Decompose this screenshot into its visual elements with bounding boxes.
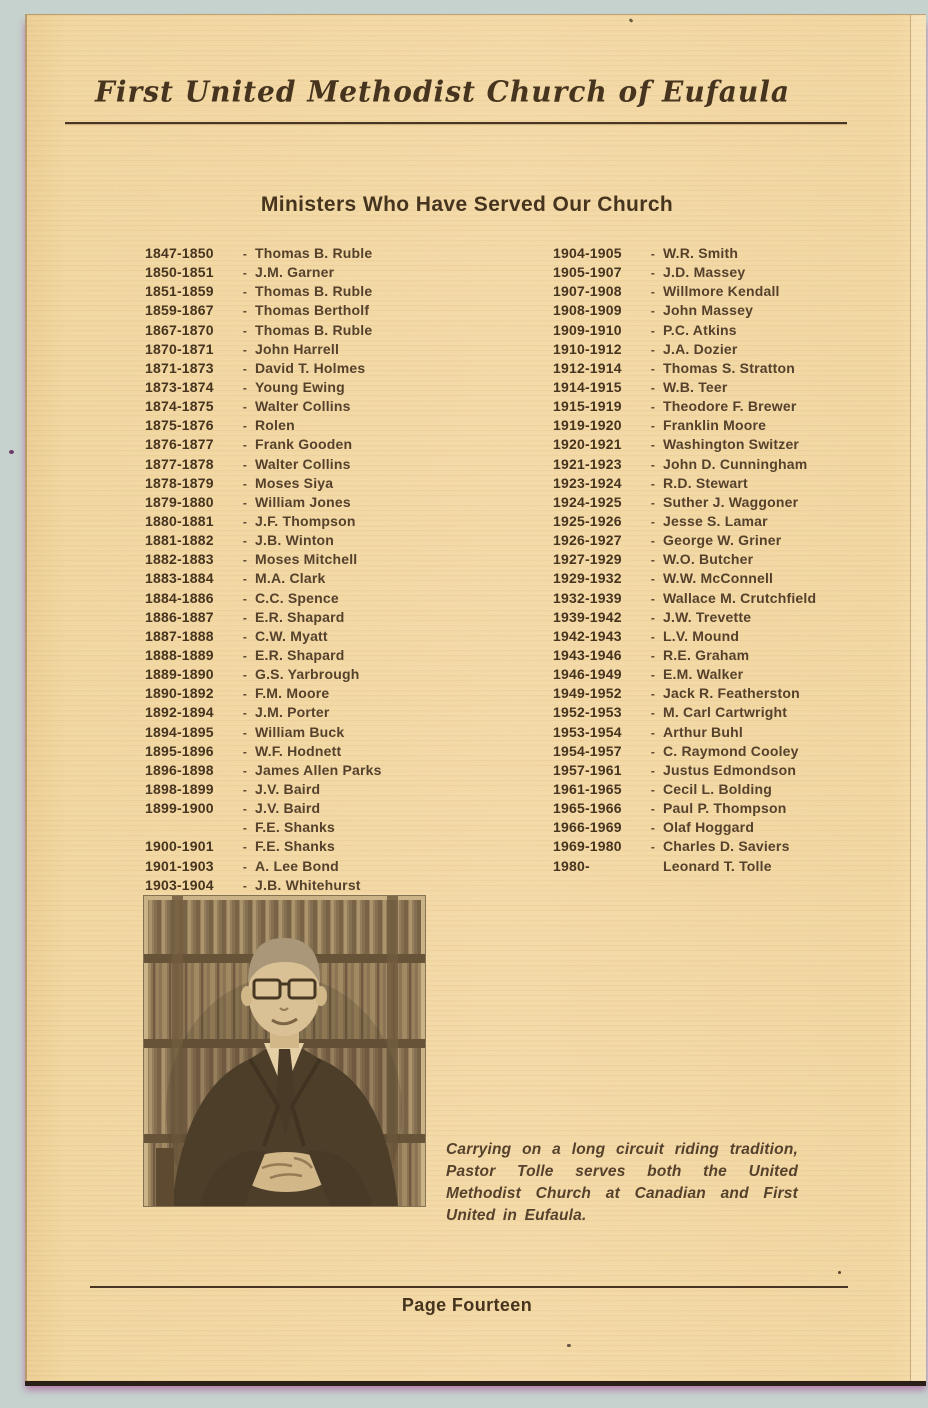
minister-name: Frank Gooden: [255, 436, 353, 453]
minister-years: 1880-1881: [145, 512, 214, 529]
minister-years: 1908-1909: [553, 302, 622, 319]
minister-row: [145, 550, 475, 569]
minister-name: Olaf Hoggard: [663, 819, 755, 836]
minister-years: 1850-1851: [145, 264, 214, 281]
minister-name: Franklin Moore: [663, 417, 767, 434]
minister-years: 1898-1899: [145, 780, 214, 797]
minister-years: 1920-1921: [553, 436, 622, 453]
minister-separator: -: [242, 342, 248, 357]
minister-separator: -: [650, 725, 656, 740]
minister-row: [145, 799, 475, 818]
minister-name: Jesse S. Lamar: [663, 512, 768, 529]
minister-years: 1949-1952: [553, 685, 622, 702]
minister-row: [145, 493, 475, 512]
minister-row: [553, 703, 893, 722]
minister-separator: -: [650, 285, 656, 300]
minister-years: 1888-1889: [145, 646, 214, 663]
minister-separator: -: [242, 629, 248, 644]
minister-name: J.D. Massey: [663, 264, 746, 281]
minister-row: [553, 665, 893, 684]
minister-years: 1905-1907: [553, 264, 622, 281]
minister-name: P.C. Atkins: [663, 321, 737, 338]
minister-separator: -: [242, 514, 248, 529]
minister-years: 1965-1966: [553, 800, 622, 817]
minister-name: Jack R. Featherston: [663, 685, 800, 702]
minister-years: 1943-1946: [553, 646, 622, 663]
minister-years: 1892-1894: [145, 704, 214, 721]
minister-name: John Massey: [663, 302, 754, 319]
minister-years: 1909-1910: [553, 321, 622, 338]
minister-years: 1859-1867: [145, 302, 214, 319]
minister-row: [553, 244, 893, 263]
minister-name: Paul P. Thompson: [663, 800, 787, 817]
minister-years: 1954-1957: [553, 742, 622, 759]
minister-row: [553, 780, 893, 799]
minister-name: David T. Holmes: [255, 359, 366, 376]
minister-years: 1932-1939: [553, 589, 622, 606]
minister-separator: -: [650, 534, 656, 549]
minister-name: Thomas B. Ruble: [255, 245, 373, 261]
minister-row: [145, 627, 475, 646]
minister-name: Charles D. Saviers: [663, 838, 790, 855]
footer-rule: [90, 1286, 848, 1288]
minister-years: 1966-1969: [553, 819, 622, 836]
minister-years: 1929-1932: [553, 570, 622, 587]
minister-separator: -: [242, 361, 248, 376]
minister-years: 1851-1859: [145, 283, 214, 300]
minister-row: [553, 742, 893, 761]
minister-separator: -: [650, 247, 656, 261]
minister-name: C.C. Spence: [255, 589, 339, 606]
minister-name: Walter Collins: [255, 398, 351, 415]
minister-row: [553, 263, 893, 282]
minister-row: [553, 359, 893, 378]
minister-name: Suther J. Waggoner: [663, 493, 799, 510]
minister-years: 1879-1880: [145, 493, 214, 510]
minister-row: [145, 569, 475, 588]
minister-name: E.R. Shapard: [255, 646, 345, 663]
minister-years: 1887-1888: [145, 627, 214, 644]
minister-separator: -: [650, 342, 656, 357]
minister-row: [553, 474, 893, 493]
minister-separator: -: [242, 859, 248, 874]
minister-name: F.E. Shanks: [255, 819, 336, 836]
minister-row: [553, 569, 893, 588]
minister-years: 1946-1949: [553, 666, 622, 683]
minister-name: Rolen: [255, 417, 295, 434]
minister-row: [553, 608, 893, 627]
minister-row: [553, 455, 893, 474]
minister-separator: -: [650, 476, 656, 491]
minister-name: Wallace M. Crutchfield: [663, 589, 817, 606]
minister-row: [145, 684, 475, 703]
minister-row: [145, 780, 475, 799]
document-page: [25, 14, 926, 1381]
minister-row: [553, 837, 893, 856]
minister-years: 1847-1850: [145, 245, 214, 261]
minister-name: J.V. Baird: [255, 780, 321, 797]
minister-name: John Harrell: [255, 340, 340, 357]
minister-name: J.A. Dozier: [663, 340, 738, 357]
minister-separator: -: [650, 438, 656, 453]
minister-separator: -: [242, 591, 248, 606]
minister-name: William Buck: [255, 723, 345, 740]
minister-name: G.S. Yarbrough: [255, 666, 360, 683]
minister-name: J.F. Thompson: [255, 512, 356, 529]
minister-name: W.F. Hodnett: [255, 742, 342, 759]
minister-years: 1921-1923: [553, 455, 622, 472]
minister-separator: -: [650, 266, 656, 281]
minister-years: 1919-1920: [553, 417, 622, 434]
minister-years: 1881-1882: [145, 532, 214, 549]
minister-row: [145, 703, 475, 722]
minister-name: Thomas B. Ruble: [255, 321, 373, 338]
minister-separator: -: [242, 380, 248, 395]
minister-separator: -: [650, 419, 656, 434]
minister-years: 1882-1883: [145, 551, 214, 568]
minister-years: 1926-1927: [553, 532, 622, 549]
minister-years: 1867-1870: [145, 321, 214, 338]
minister-name: Moses Siya: [255, 474, 334, 491]
minister-separator: -: [650, 706, 656, 721]
minister-years: 1903-1904: [145, 876, 214, 893]
minister-row: [553, 378, 893, 397]
minister-separator: -: [650, 840, 656, 855]
minister-separator: -: [242, 610, 248, 625]
minister-years: 1875-1876: [145, 417, 214, 434]
minister-separator: -: [650, 687, 656, 702]
minister-years: 1884-1886: [145, 589, 214, 606]
minister-separator: -: [650, 457, 656, 472]
minister-row: [145, 378, 475, 397]
minister-years: 1910-1912: [553, 340, 622, 357]
minister-row: [145, 589, 475, 608]
minister-years: 1896-1898: [145, 761, 214, 778]
minister-row: [553, 857, 893, 876]
minister-row: [553, 818, 893, 837]
minister-name: C. Raymond Cooley: [663, 742, 799, 759]
minister-name: J.V. Baird: [255, 800, 321, 817]
minister-name: M.A. Clark: [255, 570, 326, 587]
minister-years: 1912-1914: [553, 359, 622, 376]
minister-years: 1886-1887: [145, 608, 214, 625]
minister-separator: -: [650, 610, 656, 625]
minister-years: 1899-1900: [145, 800, 214, 817]
minister-name: J.M. Garner: [255, 264, 335, 281]
minister-separator: -: [650, 744, 656, 759]
minister-name: F.E. Shanks: [255, 838, 336, 855]
minister-separator: -: [650, 361, 656, 376]
minister-years: 1877-1878: [145, 455, 214, 472]
minister-separator: -: [242, 687, 248, 702]
minister-name: W.O. Butcher: [663, 551, 754, 568]
minister-years: 1923-1924: [553, 474, 622, 491]
minister-years: 1924-1925: [553, 493, 622, 510]
minister-row: [145, 876, 475, 895]
minister-row: [553, 397, 893, 416]
minister-separator: -: [242, 648, 248, 663]
minister-row: [553, 589, 893, 608]
minister-name: J.B. Winton: [255, 532, 335, 549]
minister-row: [553, 799, 893, 818]
minister-name: Young Ewing: [255, 378, 345, 395]
page-fold-line: [910, 15, 911, 1381]
photo-caption: Carrying on a long circuit riding tradition, Pastor Tolle serves both the United Methodist Church at Canadian and First United in Eufaula.: [446, 1141, 798, 1224]
minister-years: 1878-1879: [145, 474, 214, 491]
minister-separator: -: [242, 744, 248, 759]
minister-name: E.R. Shapard: [255, 608, 345, 625]
minister-years: 1904-1905: [553, 245, 622, 261]
minister-separator: -: [650, 648, 656, 663]
minister-name: W.W. McConnell: [663, 570, 774, 587]
minister-separator: -: [242, 476, 248, 491]
minister-years: 1927-1929: [553, 551, 622, 568]
minister-years: 1894-1895: [145, 723, 214, 740]
minister-separator: -: [242, 285, 248, 300]
minister-years: 1873-1874: [145, 378, 214, 395]
minister-row: [145, 244, 475, 263]
minister-name: Willmore Kendall: [663, 283, 780, 300]
page-fold-strip: [911, 15, 926, 1381]
minister-separator: -: [650, 323, 656, 338]
minister-row: [145, 416, 475, 435]
minister-name: E.M. Walker: [663, 666, 744, 683]
minister-separator: -: [650, 495, 656, 510]
minister-years: 1874-1875: [145, 398, 214, 415]
minister-separator: -: [650, 572, 656, 587]
minister-name: J.W. Trevette: [663, 608, 752, 625]
minister-separator: -: [242, 821, 248, 836]
minister-row: [553, 627, 893, 646]
minister-separator: -: [242, 782, 248, 797]
minister-separator: -: [242, 763, 248, 778]
minister-row: [145, 818, 475, 837]
minister-separator: -: [242, 266, 248, 281]
minister-name: Arthur Buhl: [663, 723, 743, 740]
minister-years: 1883-1884: [145, 570, 214, 587]
minister-years: 1969-1980: [553, 838, 622, 855]
minister-row: [145, 665, 475, 684]
minister-row: [145, 397, 475, 416]
minister-row: [553, 416, 893, 435]
minister-row: [553, 301, 893, 320]
minister-name: Justus Edmondson: [663, 761, 797, 778]
minister-row: [145, 837, 475, 856]
minister-name: M. Carl Cartwright: [663, 704, 788, 721]
minister-row: [553, 723, 893, 742]
minister-row: [145, 646, 475, 665]
minister-name: William Jones: [255, 493, 351, 510]
minister-row: [553, 493, 893, 512]
minister-years: 1870-1871: [145, 340, 214, 357]
minister-name: J.B. Whitehurst: [255, 876, 361, 893]
minister-separator: -: [242, 668, 248, 683]
scan-speck: [567, 1344, 571, 1347]
minister-row: [145, 301, 475, 320]
minister-separator: -: [650, 380, 656, 395]
minister-separator: -: [650, 553, 656, 568]
ministers-column-right: [553, 244, 893, 876]
minister-years: 1980-: [553, 857, 590, 874]
minister-separator: -: [650, 763, 656, 778]
ministers-column-left: [145, 244, 475, 895]
scan-speck: [838, 1271, 841, 1274]
minister-separator: -: [242, 495, 248, 510]
minister-row: [145, 282, 475, 301]
minister-separator: -: [242, 419, 248, 434]
minister-name: Washington Switzer: [663, 436, 800, 453]
minister-row: [553, 646, 893, 665]
minister-separator: -: [242, 840, 248, 855]
minister-row: [145, 435, 475, 454]
minister-separator: -: [650, 821, 656, 836]
minister-years: 1901-1903: [145, 857, 214, 874]
minister-name: F.M. Moore: [255, 685, 330, 702]
minister-name: Walter Collins: [255, 455, 351, 472]
minister-row: [145, 321, 475, 340]
minister-separator: -: [242, 572, 248, 587]
minister-name: A. Lee Bond: [255, 857, 339, 874]
minister-years: 1876-1877: [145, 436, 214, 453]
minister-separator: -: [242, 323, 248, 338]
minister-row: [145, 359, 475, 378]
minister-row: [553, 550, 893, 569]
minister-separator: -: [242, 706, 248, 721]
minister-name: John D. Cunningham: [663, 455, 808, 472]
minister-row: [553, 684, 893, 703]
minister-name: R.D. Stewart: [663, 474, 748, 491]
minister-row: [145, 474, 475, 493]
minister-years: 1890-1892: [145, 685, 214, 702]
pastor-portrait-illustration: [144, 896, 425, 1206]
scan-speck: [9, 450, 14, 454]
page-title: Ministers Who Have Served Our Church: [260, 193, 674, 216]
minister-name: Thomas S. Stratton: [663, 359, 795, 376]
minister-separator: -: [650, 629, 656, 644]
minister-years: 1871-1873: [145, 359, 214, 376]
minister-years: 1895-1896: [145, 742, 214, 759]
minister-row: [145, 263, 475, 282]
minister-name: Theodore F. Brewer: [663, 398, 797, 415]
minister-row: [145, 608, 475, 627]
minister-years: 1957-1961: [553, 761, 622, 778]
minister-years: 1907-1908: [553, 283, 622, 300]
minister-row: [145, 455, 475, 474]
minister-separator: -: [242, 304, 248, 319]
minister-years: 1961-1965: [553, 780, 622, 797]
minister-separator: -: [650, 514, 656, 529]
minister-name: George W. Griner: [663, 532, 782, 549]
minister-name: Thomas B. Ruble: [255, 283, 373, 300]
minister-separator: -: [650, 591, 656, 606]
minister-row: [553, 761, 893, 780]
minister-row: [553, 512, 893, 531]
minister-row: [145, 531, 475, 550]
minister-name: Moses Mitchell: [255, 551, 358, 568]
minister-name: W.R. Smith: [663, 245, 739, 261]
minister-separator: -: [242, 400, 248, 415]
minister-row: [553, 531, 893, 550]
minister-separator: -: [650, 400, 656, 415]
minister-row: [553, 282, 893, 301]
minister-years: 1952-1953: [553, 704, 622, 721]
minister-row: [145, 723, 475, 742]
minister-name: Cecil L. Bolding: [663, 780, 772, 797]
minister-separator: -: [242, 534, 248, 549]
church-name-header: First United Methodist Church of Eufaula: [95, 74, 791, 109]
minister-name: J.M. Porter: [255, 704, 330, 721]
minister-row: [553, 321, 893, 340]
minister-separator: -: [242, 457, 248, 472]
minister-row: [145, 512, 475, 531]
minister-row: [145, 340, 475, 359]
minister-years: 1953-1954: [553, 723, 622, 740]
minister-separator: -: [650, 802, 656, 817]
minister-years: 1915-1919: [553, 398, 622, 415]
minister-separator: -: [242, 553, 248, 568]
minister-row: [145, 742, 475, 761]
minister-name: C.W. Myatt: [255, 627, 328, 644]
minister-row: [553, 435, 893, 454]
minister-row: [145, 857, 475, 876]
minister-separator: -: [242, 802, 248, 817]
minister-name: James Allen Parks: [255, 761, 382, 778]
minister-years: 1889-1890: [145, 666, 214, 683]
minister-name: L.V. Mound: [663, 627, 740, 644]
minister-separator: -: [242, 725, 248, 740]
minister-separator: -: [242, 247, 248, 261]
minister-name: W.B. Teer: [663, 378, 728, 395]
minister-years: 1914-1915: [553, 378, 622, 395]
minister-name: R.E. Graham: [663, 646, 750, 663]
page-number-label: Page Fourteen: [401, 1295, 533, 1315]
minister-years: 1925-1926: [553, 512, 622, 529]
minister-years: 1939-1942: [553, 608, 622, 625]
minister-separator: -: [650, 304, 656, 319]
minister-name: Leonard T. Tolle: [663, 857, 772, 874]
minister-separator: -: [650, 782, 656, 797]
minister-years: 1942-1943: [553, 627, 622, 644]
minister-name: Thomas Bertholf: [255, 302, 370, 319]
minister-separator: -: [650, 668, 656, 683]
minister-row: [553, 340, 893, 359]
minister-years: 1900-1901: [145, 838, 214, 855]
minister-row: [145, 761, 475, 780]
minister-separator: -: [242, 878, 248, 893]
minister-separator: -: [242, 438, 248, 453]
header-rule: [65, 122, 847, 124]
pastor-portrait-photo: [144, 896, 425, 1206]
